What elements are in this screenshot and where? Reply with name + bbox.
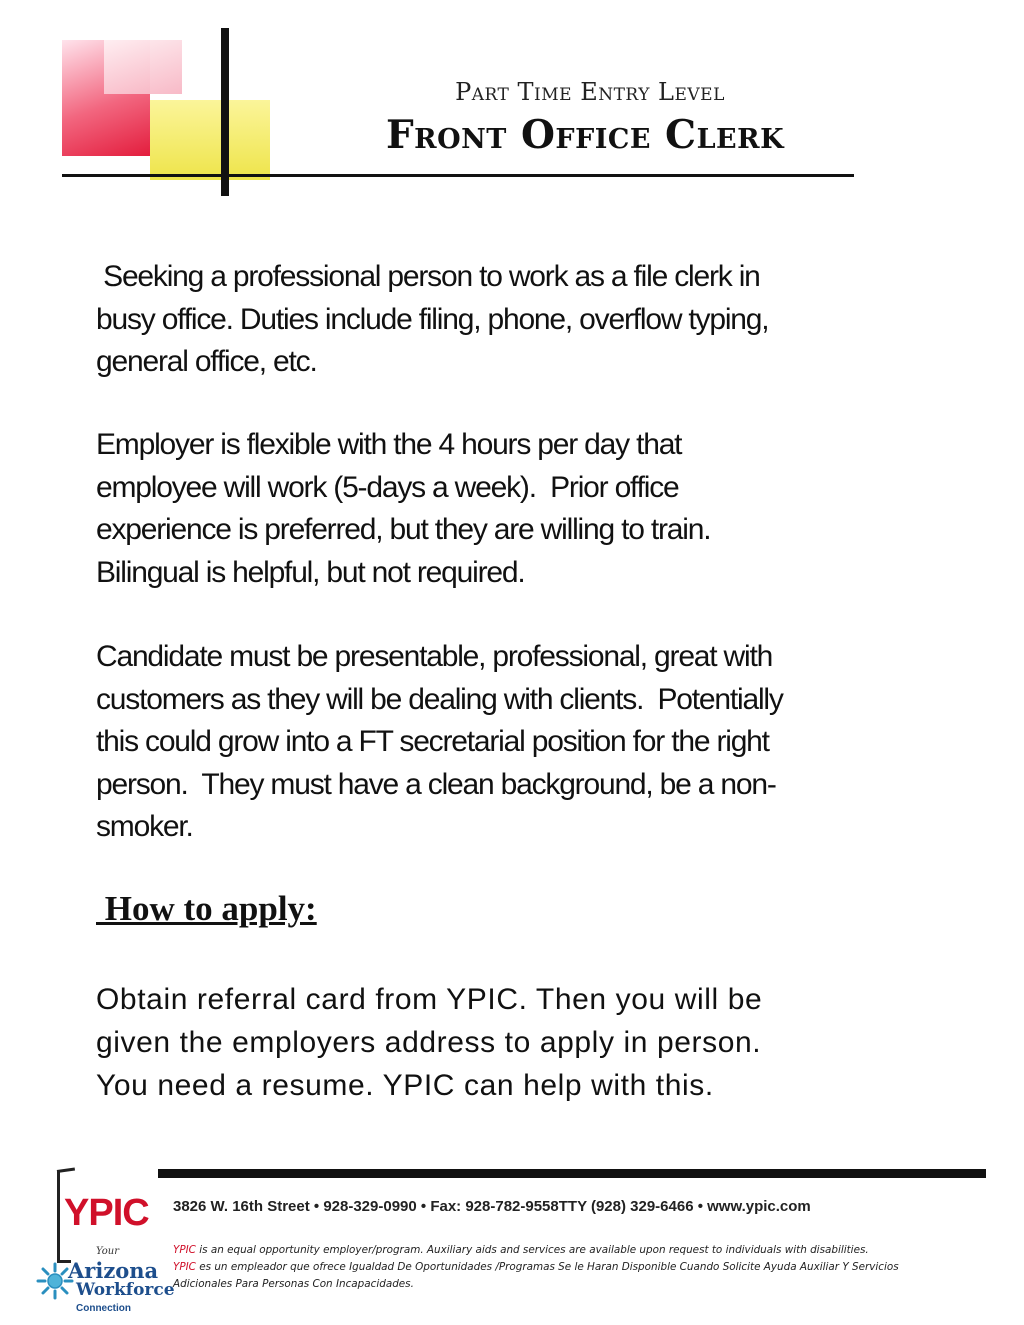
apply-line: You need a resume. YPIC can help with this. [96, 1069, 714, 1102]
eeo-org-name: YPIC [173, 1244, 196, 1256]
contact-address: 3826 W. 16th Street • 928-329-0990 • Fax: 928-782-9558TTY (928) 329-6466 • www.ypic.com [173, 1198, 811, 1215]
eeo-statement-spanish-cont: Adicionales Para Personas Con Incapacidades. [173, 1278, 414, 1290]
eeo-statement-english [173, 1242, 973, 1259]
ypic-logo-text: YPIC [64, 1192, 149, 1234]
apply-line: given the employers address to apply in person. [96, 1026, 762, 1059]
logo-your-text: Your [96, 1246, 119, 1257]
apply-instructions [96, 978, 966, 1107]
apply-line: Obtain referral card from YPIC. Then you will be [96, 983, 763, 1016]
logo-frame [57, 1170, 60, 1262]
decorative-light-pink-square [104, 40, 182, 94]
header-divider [62, 174, 854, 177]
how-to-apply-heading: How to apply: [96, 889, 317, 928]
eeo-statement-spanish [173, 1259, 973, 1276]
logo-connection-text: Connection [76, 1303, 131, 1314]
job-title: Front Office Clerk [385, 112, 785, 158]
schedule-paragraph: Employer is flexible with the 4 hours per day that employee will work (5-days a week). Prior office experience is preferred, but they are willing to train. Bilingual is helpful, but not required. [96, 428, 711, 589]
requirements-paragraph: Candidate must be presentable, professional, great with customers as they will be dealing with clients. Potentially this could grow into a FT secretarial position for the right person. They must have a clean background, be a non- smoker. [96, 640, 783, 843]
job-subtitle: Part Time Entry Level [455, 78, 725, 106]
logo-frame-top [57, 1168, 75, 1173]
description-paragraph: Seeking a professional person to work as a file clerk in busy office. Duties include filing, phone, overflow typing, general office, etc. [96, 260, 769, 378]
logo-workforce-text: Workforce [76, 1280, 175, 1300]
decorative-yellow-square [150, 100, 270, 180]
logo-arizona-text: Arizona [68, 1258, 159, 1283]
eeo-text: es un empleador que ofrece Igualdad De Oportunidades /Programas Se le Haran Disponible Cuando Solicite Ayuda Auxiliar Y Servicios [195, 1261, 899, 1273]
eeo-text: is an equal opportunity employer/program. Auxiliary aids and services are available upon request to individuals with disabilities. [195, 1244, 869, 1256]
footer-divider [158, 1169, 986, 1178]
decorative-vertical-bar [221, 28, 229, 196]
eeo-org-name: YPIC [173, 1261, 196, 1273]
